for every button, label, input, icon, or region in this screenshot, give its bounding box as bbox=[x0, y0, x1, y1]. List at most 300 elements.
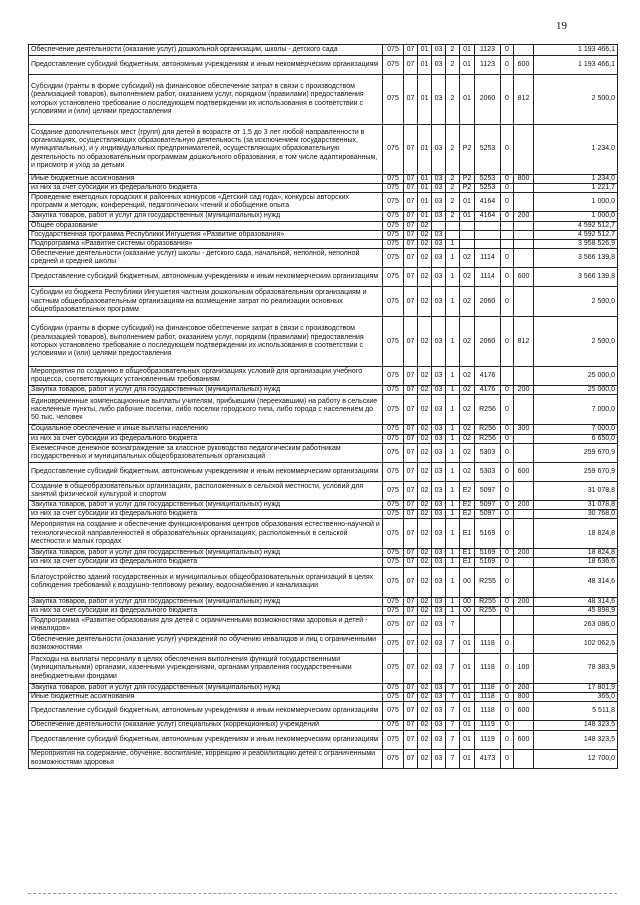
ministry-code: 075 bbox=[383, 500, 404, 509]
row-amount: 1 234,0 bbox=[534, 175, 618, 184]
program-code: 03 bbox=[432, 249, 446, 268]
subsection-code: 02 bbox=[418, 221, 432, 230]
row-amount: 1 193 466,1 bbox=[534, 56, 618, 75]
ministry-code: 075 bbox=[383, 425, 404, 434]
subprogram-code: 2 bbox=[446, 212, 460, 221]
section-code: 07 bbox=[404, 558, 418, 567]
extra-code bbox=[501, 230, 514, 239]
row-amount: 2 500,0 bbox=[534, 287, 618, 317]
row-amount: 263 086,0 bbox=[534, 616, 618, 635]
direction-code bbox=[475, 221, 501, 230]
event-code: 01 bbox=[460, 75, 475, 125]
direction-code: 4164 bbox=[475, 193, 501, 212]
event-code: P2 bbox=[460, 175, 475, 184]
row-amount: 18 824,8 bbox=[534, 549, 618, 558]
row-description: Подпрограмма «Развитие образования для детей с ограниченными возможностями здоровья и детей - инвалидов» bbox=[29, 616, 383, 635]
ministry-code: 075 bbox=[383, 212, 404, 221]
row-amount: 2 500,0 bbox=[534, 317, 618, 367]
event-code: 01 bbox=[460, 635, 475, 654]
event-code: 01 bbox=[460, 721, 475, 730]
extra-code: 0 bbox=[501, 212, 514, 221]
subprogram-code: 7 bbox=[446, 693, 460, 702]
table-row bbox=[29, 287, 618, 317]
subprogram-code: 2 bbox=[446, 125, 460, 175]
section-code: 07 bbox=[404, 230, 418, 239]
ministry-code: 075 bbox=[383, 654, 404, 684]
extra-code: 0 bbox=[501, 193, 514, 212]
row-amount: 102 062,5 bbox=[534, 635, 618, 654]
expense-type-code: 200 bbox=[514, 684, 534, 693]
ministry-code: 075 bbox=[383, 193, 404, 212]
direction-code: R255 bbox=[475, 567, 501, 597]
expense-type-code bbox=[514, 721, 534, 730]
subprogram-code: 7 bbox=[446, 730, 460, 749]
extra-code: 0 bbox=[501, 654, 514, 684]
section-code: 07 bbox=[404, 45, 418, 56]
ministry-code: 075 bbox=[383, 367, 404, 386]
ministry-code: 075 bbox=[383, 317, 404, 367]
expense-type-code: 600 bbox=[514, 730, 534, 749]
row-description: Государственная программа Республики Ингушетия «Развитие образования» bbox=[29, 230, 383, 239]
expense-type-code bbox=[514, 443, 534, 462]
section-code: 07 bbox=[404, 249, 418, 268]
subprogram-code: 1 bbox=[446, 549, 460, 558]
expense-type-code: 812 bbox=[514, 75, 534, 125]
table-row bbox=[29, 125, 618, 175]
program-code: 03 bbox=[432, 367, 446, 386]
event-code: 01 bbox=[460, 730, 475, 749]
extra-code: 0 bbox=[501, 481, 514, 500]
ministry-code: 075 bbox=[383, 684, 404, 693]
event-code: 02 bbox=[460, 395, 475, 425]
section-code: 07 bbox=[404, 549, 418, 558]
direction-code: R256 bbox=[475, 434, 501, 443]
subprogram-code: 1 bbox=[446, 567, 460, 597]
program-code: 03 bbox=[432, 730, 446, 749]
subprogram-code: 2 bbox=[446, 56, 460, 75]
expense-type-code: 600 bbox=[514, 462, 534, 481]
direction-code: 2060 bbox=[475, 317, 501, 367]
program-code: 03 bbox=[432, 287, 446, 317]
program-code: 03 bbox=[432, 721, 446, 730]
subsection-code: 02 bbox=[418, 230, 432, 239]
extra-code: 0 bbox=[501, 317, 514, 367]
extra-code: 0 bbox=[501, 287, 514, 317]
ministry-code: 075 bbox=[383, 56, 404, 75]
subprogram-code: 7 bbox=[446, 654, 460, 684]
ministry-code: 075 bbox=[383, 125, 404, 175]
program-code: 03 bbox=[432, 56, 446, 75]
subsection-code: 02 bbox=[418, 749, 432, 768]
event-code: 01 bbox=[460, 693, 475, 702]
extra-code: 0 bbox=[501, 386, 514, 395]
table-row bbox=[29, 317, 618, 367]
section-code: 07 bbox=[404, 462, 418, 481]
ministry-code: 075 bbox=[383, 462, 404, 481]
event-code: P2 bbox=[460, 125, 475, 175]
row-description: Обеспечение деятельности (оказание услуг) специальных (коррекционных) учреждений bbox=[29, 721, 383, 730]
table-row bbox=[29, 268, 618, 287]
event-code: 02 bbox=[460, 386, 475, 395]
subprogram-code: 1 bbox=[446, 395, 460, 425]
extra-code: 0 bbox=[501, 635, 514, 654]
table-row bbox=[29, 654, 618, 684]
page-bottom-divider bbox=[28, 893, 617, 894]
table-row bbox=[29, 635, 618, 654]
row-description: из них за счет субсидии из федерального бюджета bbox=[29, 558, 383, 567]
direction-code: 5303 bbox=[475, 443, 501, 462]
row-description: Ежемесячное денежное вознаграждение за классное руководство педагогическим работникам государственных и муниципальных общеобразовательных организаций bbox=[29, 443, 383, 462]
program-code: 03 bbox=[432, 510, 446, 519]
direction-code bbox=[475, 240, 501, 249]
event-code bbox=[460, 240, 475, 249]
row-description: Предоставление субсидий бюджетным, автономным учреждениям и иным некоммерческим организациям bbox=[29, 268, 383, 287]
section-code: 07 bbox=[404, 597, 418, 606]
subprogram-code: 1 bbox=[446, 558, 460, 567]
row-amount: 31 078,8 bbox=[534, 500, 618, 509]
row-description: из них за счет субсидии из федерального бюджета bbox=[29, 606, 383, 615]
row-amount: 259 670,9 bbox=[534, 443, 618, 462]
event-code: 02 bbox=[460, 367, 475, 386]
direction-code: 5097 bbox=[475, 500, 501, 509]
program-code: 03 bbox=[432, 395, 446, 425]
direction-code: 1114 bbox=[475, 268, 501, 287]
ministry-code: 075 bbox=[383, 616, 404, 635]
ministry-code: 075 bbox=[383, 75, 404, 125]
ministry-code: 075 bbox=[383, 230, 404, 239]
table-row bbox=[29, 434, 618, 443]
row-description: Предоставление субсидий бюджетным, автономным учреждениям и иным некоммерческим организациям bbox=[29, 702, 383, 721]
event-code: 01 bbox=[460, 702, 475, 721]
event-code: 02 bbox=[460, 317, 475, 367]
subprogram-code: 7 bbox=[446, 684, 460, 693]
expense-type-code: 200 bbox=[514, 212, 534, 221]
event-code: E2 bbox=[460, 481, 475, 500]
subprogram-code: 1 bbox=[446, 425, 460, 434]
direction-code: 2060 bbox=[475, 287, 501, 317]
program-code: 03 bbox=[432, 230, 446, 239]
subsection-code: 02 bbox=[418, 597, 432, 606]
subsection-code: 02 bbox=[418, 249, 432, 268]
table-row bbox=[29, 230, 618, 239]
expense-type-code bbox=[514, 240, 534, 249]
program-code: 03 bbox=[432, 212, 446, 221]
program-code: 03 bbox=[432, 519, 446, 549]
section-code: 07 bbox=[404, 606, 418, 615]
subsection-code: 01 bbox=[418, 56, 432, 75]
direction-code: 5097 bbox=[475, 481, 501, 500]
row-amount: 18 824,8 bbox=[534, 519, 618, 549]
subsection-code: 02 bbox=[418, 510, 432, 519]
section-code: 07 bbox=[404, 184, 418, 193]
budget-table bbox=[28, 44, 618, 769]
section-code: 07 bbox=[404, 434, 418, 443]
subsection-code: 02 bbox=[418, 287, 432, 317]
extra-code: 0 bbox=[501, 730, 514, 749]
ministry-code: 075 bbox=[383, 721, 404, 730]
section-code: 07 bbox=[404, 749, 418, 768]
table-row bbox=[29, 606, 618, 615]
section-code: 07 bbox=[404, 635, 418, 654]
program-code bbox=[432, 221, 446, 230]
expense-type-code bbox=[514, 749, 534, 768]
subsection-code: 02 bbox=[418, 462, 432, 481]
row-description: Закупка товаров, работ и услуг для государственных (муниципальных) нужд bbox=[29, 386, 383, 395]
event-code: 02 bbox=[460, 287, 475, 317]
subprogram-code: 2 bbox=[446, 175, 460, 184]
direction-code: 2060 bbox=[475, 75, 501, 125]
subsection-code: 01 bbox=[418, 175, 432, 184]
direction-code: 1123 bbox=[475, 45, 501, 56]
table-row bbox=[29, 212, 618, 221]
section-code: 07 bbox=[404, 721, 418, 730]
event-code: 01 bbox=[460, 654, 475, 684]
table-row bbox=[29, 240, 618, 249]
section-code: 07 bbox=[404, 693, 418, 702]
extra-code bbox=[501, 221, 514, 230]
row-amount: 3 566 139,8 bbox=[534, 268, 618, 287]
section-code: 07 bbox=[404, 425, 418, 434]
direction-code: R255 bbox=[475, 597, 501, 606]
subsection-code: 02 bbox=[418, 434, 432, 443]
event-code: 02 bbox=[460, 434, 475, 443]
extra-code: 0 bbox=[501, 249, 514, 268]
expense-type-code bbox=[514, 510, 534, 519]
subprogram-code: 1 bbox=[446, 287, 460, 317]
expense-type-code bbox=[514, 395, 534, 425]
ministry-code: 075 bbox=[383, 567, 404, 597]
program-code: 03 bbox=[432, 684, 446, 693]
table-row bbox=[29, 721, 618, 730]
extra-code: 0 bbox=[501, 749, 514, 768]
subsection-code: 02 bbox=[418, 635, 432, 654]
event-code: E2 bbox=[460, 500, 475, 509]
program-code: 03 bbox=[432, 549, 446, 558]
program-code: 03 bbox=[432, 558, 446, 567]
row-description: Мероприятия на создание и обеспечение функционирования центров образования естественно-научной и технологической направленностей в образовательных организациях, расположенных в сельской местности и малых городах bbox=[29, 519, 383, 549]
row-amount: 365,0 bbox=[534, 693, 618, 702]
program-code: 03 bbox=[432, 597, 446, 606]
section-code: 07 bbox=[404, 287, 418, 317]
direction-code: 1123 bbox=[475, 56, 501, 75]
expense-type-code: 200 bbox=[514, 500, 534, 509]
extra-code: 0 bbox=[501, 684, 514, 693]
row-amount: 25 000,0 bbox=[534, 386, 618, 395]
extra-code: 0 bbox=[501, 434, 514, 443]
direction-code: 5097 bbox=[475, 510, 501, 519]
row-amount: 78 383,9 bbox=[534, 654, 618, 684]
table-row bbox=[29, 749, 618, 768]
row-amount: 3 566 139,8 bbox=[534, 249, 618, 268]
event-code: 01 bbox=[460, 749, 475, 768]
expense-type-code: 200 bbox=[514, 597, 534, 606]
program-code: 03 bbox=[432, 268, 446, 287]
program-code: 03 bbox=[432, 462, 446, 481]
event-code: E1 bbox=[460, 558, 475, 567]
subsection-code: 02 bbox=[418, 549, 432, 558]
subsection-code: 01 bbox=[418, 75, 432, 125]
expense-type-code bbox=[514, 184, 534, 193]
table-row bbox=[29, 184, 618, 193]
program-code: 03 bbox=[432, 434, 446, 443]
row-description: Создание в общеобразовательных организациях, расположенных в сельской местности, условий для занятий физической культурой и спортом bbox=[29, 481, 383, 500]
extra-code: 0 bbox=[501, 184, 514, 193]
direction-code: 1118 bbox=[475, 693, 501, 702]
section-code: 07 bbox=[404, 567, 418, 597]
table-row bbox=[29, 597, 618, 606]
row-amount: 48 314,6 bbox=[534, 597, 618, 606]
section-code: 07 bbox=[404, 519, 418, 549]
row-amount: 25 000,0 bbox=[534, 367, 618, 386]
subprogram-code: 2 bbox=[446, 184, 460, 193]
row-description: Мероприятия по созданию в общеобразовательных организациях условий для организации учебного процесса, соответствующих установленным требованиям bbox=[29, 367, 383, 386]
row-amount: 3 958 526,9 bbox=[534, 240, 618, 249]
direction-code: 1119 bbox=[475, 721, 501, 730]
ministry-code: 075 bbox=[383, 510, 404, 519]
extra-code: 0 bbox=[501, 500, 514, 509]
direction-code: 1118 bbox=[475, 684, 501, 693]
direction-code: 5253 bbox=[475, 184, 501, 193]
section-code: 07 bbox=[404, 175, 418, 184]
section-code: 07 bbox=[404, 702, 418, 721]
subprogram-code: 1 bbox=[446, 462, 460, 481]
extra-code: 0 bbox=[501, 45, 514, 56]
row-amount: 148 323,5 bbox=[534, 730, 618, 749]
extra-code bbox=[501, 367, 514, 386]
ministry-code: 075 bbox=[383, 287, 404, 317]
subsection-code: 02 bbox=[418, 317, 432, 367]
table-row bbox=[29, 519, 618, 549]
expense-type-code bbox=[514, 434, 534, 443]
extra-code: 0 bbox=[501, 558, 514, 567]
table-row bbox=[29, 693, 618, 702]
subsection-code: 02 bbox=[418, 702, 432, 721]
ministry-code: 075 bbox=[383, 597, 404, 606]
subsection-code: 02 bbox=[418, 367, 432, 386]
section-code: 07 bbox=[404, 386, 418, 395]
direction-code: 5253 bbox=[475, 175, 501, 184]
section-code: 07 bbox=[404, 125, 418, 175]
direction-code: 4173 bbox=[475, 749, 501, 768]
ministry-code: 075 bbox=[383, 184, 404, 193]
expense-type-code: 100 bbox=[514, 654, 534, 684]
ministry-code: 075 bbox=[383, 519, 404, 549]
ministry-code: 075 bbox=[383, 221, 404, 230]
table-row bbox=[29, 56, 618, 75]
subsection-code: 02 bbox=[418, 654, 432, 684]
subprogram-code: 1 bbox=[446, 240, 460, 249]
row-amount: 17 801,9 bbox=[534, 684, 618, 693]
extra-code: 0 bbox=[501, 606, 514, 615]
direction-code: 1118 bbox=[475, 654, 501, 684]
extra-code: 0 bbox=[501, 519, 514, 549]
subprogram-code: 1 bbox=[446, 519, 460, 549]
event-code bbox=[460, 221, 475, 230]
subsection-code: 02 bbox=[418, 481, 432, 500]
subprogram-code: 7 bbox=[446, 702, 460, 721]
table-row bbox=[29, 500, 618, 509]
extra-code: 0 bbox=[501, 693, 514, 702]
row-description: Обеспечение деятельности (оказание услуг) школы - детского сада, начальной, неполной, неполной средней и средней школы bbox=[29, 249, 383, 268]
row-amount: 7 000,0 bbox=[534, 395, 618, 425]
subsection-code: 02 bbox=[418, 386, 432, 395]
extra-code: 0 bbox=[501, 721, 514, 730]
expense-type-code bbox=[514, 249, 534, 268]
program-code: 03 bbox=[432, 45, 446, 56]
row-description: Закупка товаров, работ и услуг для государственных (муниципальных) нужд bbox=[29, 549, 383, 558]
section-code: 07 bbox=[404, 75, 418, 125]
subsection-code: 01 bbox=[418, 125, 432, 175]
subprogram-code: 2 bbox=[446, 193, 460, 212]
program-code: 03 bbox=[432, 240, 446, 249]
subprogram-code: 1 bbox=[446, 268, 460, 287]
row-description: Закупка товаров, работ и услуг для государственных (муниципальных) нужд bbox=[29, 500, 383, 509]
expense-type-code bbox=[514, 558, 534, 567]
extra-code: 0 bbox=[501, 395, 514, 425]
ministry-code: 075 bbox=[383, 730, 404, 749]
extra-code: 0 bbox=[501, 268, 514, 287]
section-code: 07 bbox=[404, 395, 418, 425]
row-amount: 1 234,0 bbox=[534, 125, 618, 175]
ministry-code: 075 bbox=[383, 558, 404, 567]
expense-type-code: 812 bbox=[514, 317, 534, 367]
row-description: Субсидии (гранты в форме субсидий) на финансовое обеспечение затрат в связи с производством (реализацией товаров), выполнением работ, оказанием услуг, порядком (правилами) предоставления которых установлено требование о последующем подтверждении их использования в соответствии с условиями и (или) целями предоставления bbox=[29, 75, 383, 125]
table-row bbox=[29, 481, 618, 500]
table-row bbox=[29, 386, 618, 395]
program-code: 03 bbox=[432, 693, 446, 702]
program-code: 03 bbox=[432, 702, 446, 721]
table-row bbox=[29, 510, 618, 519]
section-code: 07 bbox=[404, 481, 418, 500]
direction-code: 1119 bbox=[475, 730, 501, 749]
table-row bbox=[29, 462, 618, 481]
table-row bbox=[29, 425, 618, 434]
subprogram-code: 1 bbox=[446, 317, 460, 367]
event-code: 00 bbox=[460, 567, 475, 597]
direction-code: 1114 bbox=[475, 249, 501, 268]
event-code: 01 bbox=[460, 56, 475, 75]
direction-code: 4176 bbox=[475, 367, 501, 386]
subsection-code: 02 bbox=[418, 443, 432, 462]
expense-type-code: 300 bbox=[514, 425, 534, 434]
section-code: 07 bbox=[404, 616, 418, 635]
ministry-code: 075 bbox=[383, 702, 404, 721]
extra-code bbox=[501, 616, 514, 635]
subsection-code: 01 bbox=[418, 212, 432, 221]
subsection-code: 02 bbox=[418, 606, 432, 615]
event-code: 00 bbox=[460, 597, 475, 606]
section-code: 07 bbox=[404, 317, 418, 367]
table-row bbox=[29, 395, 618, 425]
event-code: 01 bbox=[460, 684, 475, 693]
program-code: 03 bbox=[432, 606, 446, 615]
table-row bbox=[29, 730, 618, 749]
ministry-code: 075 bbox=[383, 395, 404, 425]
row-amount: 30 768,0 bbox=[534, 510, 618, 519]
expense-type-code bbox=[514, 367, 534, 386]
section-code: 07 bbox=[404, 193, 418, 212]
subsection-code: 02 bbox=[418, 721, 432, 730]
extra-code: 0 bbox=[501, 56, 514, 75]
section-code: 07 bbox=[404, 367, 418, 386]
row-amount: 31 078,8 bbox=[534, 481, 618, 500]
event-code: 02 bbox=[460, 268, 475, 287]
subprogram-code: 1 bbox=[446, 606, 460, 615]
extra-code bbox=[501, 240, 514, 249]
subsection-code: 02 bbox=[418, 567, 432, 597]
subprogram-code: 1 bbox=[446, 500, 460, 509]
expense-type-code bbox=[514, 567, 534, 597]
